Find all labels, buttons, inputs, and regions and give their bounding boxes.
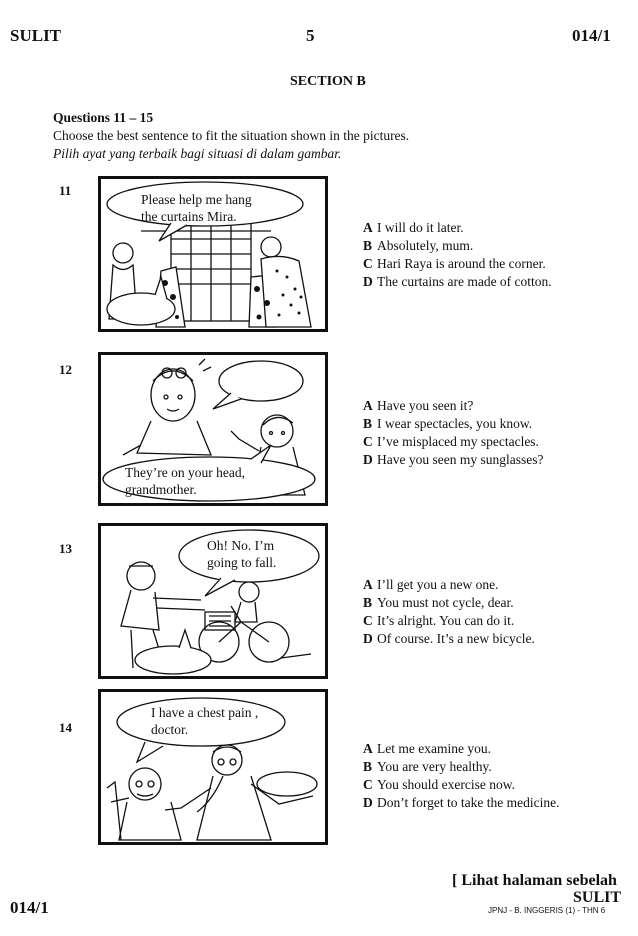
speech-line-2: the curtains Mira. (141, 209, 237, 224)
option-b[interactable]: B I wear spectacles, you know. (363, 416, 533, 431)
empty-answer-bubble (135, 646, 211, 674)
section-title: SECTION B (290, 74, 366, 89)
header-left: SULIT (10, 26, 62, 45)
question-14-options (363, 740, 559, 812)
empty-answer-bubble (257, 772, 317, 796)
instruction-english: Choose the best sentence to fit the situation shown in the pictures. (53, 128, 410, 143)
question-11-picture (98, 176, 328, 332)
footer-sulit: SULIT (573, 889, 622, 906)
instruction-malay: Pilih ayat yang terbaik bagi situasi di dalam gambar. (53, 146, 342, 161)
question-13-options (363, 576, 535, 648)
option-a[interactable]: A Have you seen it? (363, 398, 474, 413)
question-14-picture (98, 689, 328, 845)
question-12-picture (98, 352, 328, 506)
option-d[interactable]: D The curtains are made of cotton. (363, 274, 552, 289)
speech-line-1: Please help me hang (141, 192, 252, 207)
question-number-13: 13 (59, 541, 72, 556)
question-11-options (363, 219, 552, 291)
speech-line-2: grandmother. (125, 482, 197, 497)
footer-left: 014/1 (10, 898, 49, 917)
footer-code: JPNJ - B. INGGERIS (1) - THN 6 (488, 906, 606, 915)
speech-line-1: Oh! No. I’m (207, 538, 275, 553)
speech-line-2: going to fall. (207, 555, 277, 570)
option-c[interactable]: C Hari Raya is around the corner. (363, 256, 546, 271)
questions-heading: Questions 11 – 15 (53, 110, 154, 125)
option-c[interactable]: C You should exercise now. (363, 777, 515, 792)
option-a[interactable]: A Let me examine you. (363, 741, 491, 756)
option-b[interactable]: B You must not cycle, dear. (363, 595, 514, 610)
question-number-14: 14 (59, 720, 72, 735)
option-b[interactable]: B You are very healthy. (363, 759, 492, 774)
option-c[interactable]: C It’s alright. You can do it. (363, 613, 515, 628)
option-a[interactable]: A I will do it later. (363, 220, 464, 235)
question-number-12: 12 (59, 362, 72, 377)
option-d[interactable]: D Have you seen my sunglasses? (363, 452, 544, 467)
question-13-picture (98, 523, 328, 679)
option-d[interactable]: D Of course. It’s a new bicycle. (363, 631, 535, 646)
header-right: 014/1 (572, 26, 611, 45)
question-number-11: 11 (59, 183, 72, 198)
option-c[interactable]: C I’ve misplaced my spectacles. (363, 434, 539, 449)
option-a[interactable]: A I’ll get you a new one. (363, 577, 499, 592)
option-d[interactable]: D Don’t forget to take the medicine. (363, 795, 560, 810)
question-12-options (363, 397, 543, 469)
next-page-note: [ Lihat halaman sebelah (452, 872, 617, 889)
option-b[interactable]: B Absolutely, mum. (363, 238, 474, 253)
speech-line-1: I have a chest pain , (151, 705, 259, 720)
speech-line-2: doctor. (151, 722, 189, 737)
page-number: 5 (306, 26, 315, 45)
speech-line-1: They’re on your head, (125, 465, 245, 480)
